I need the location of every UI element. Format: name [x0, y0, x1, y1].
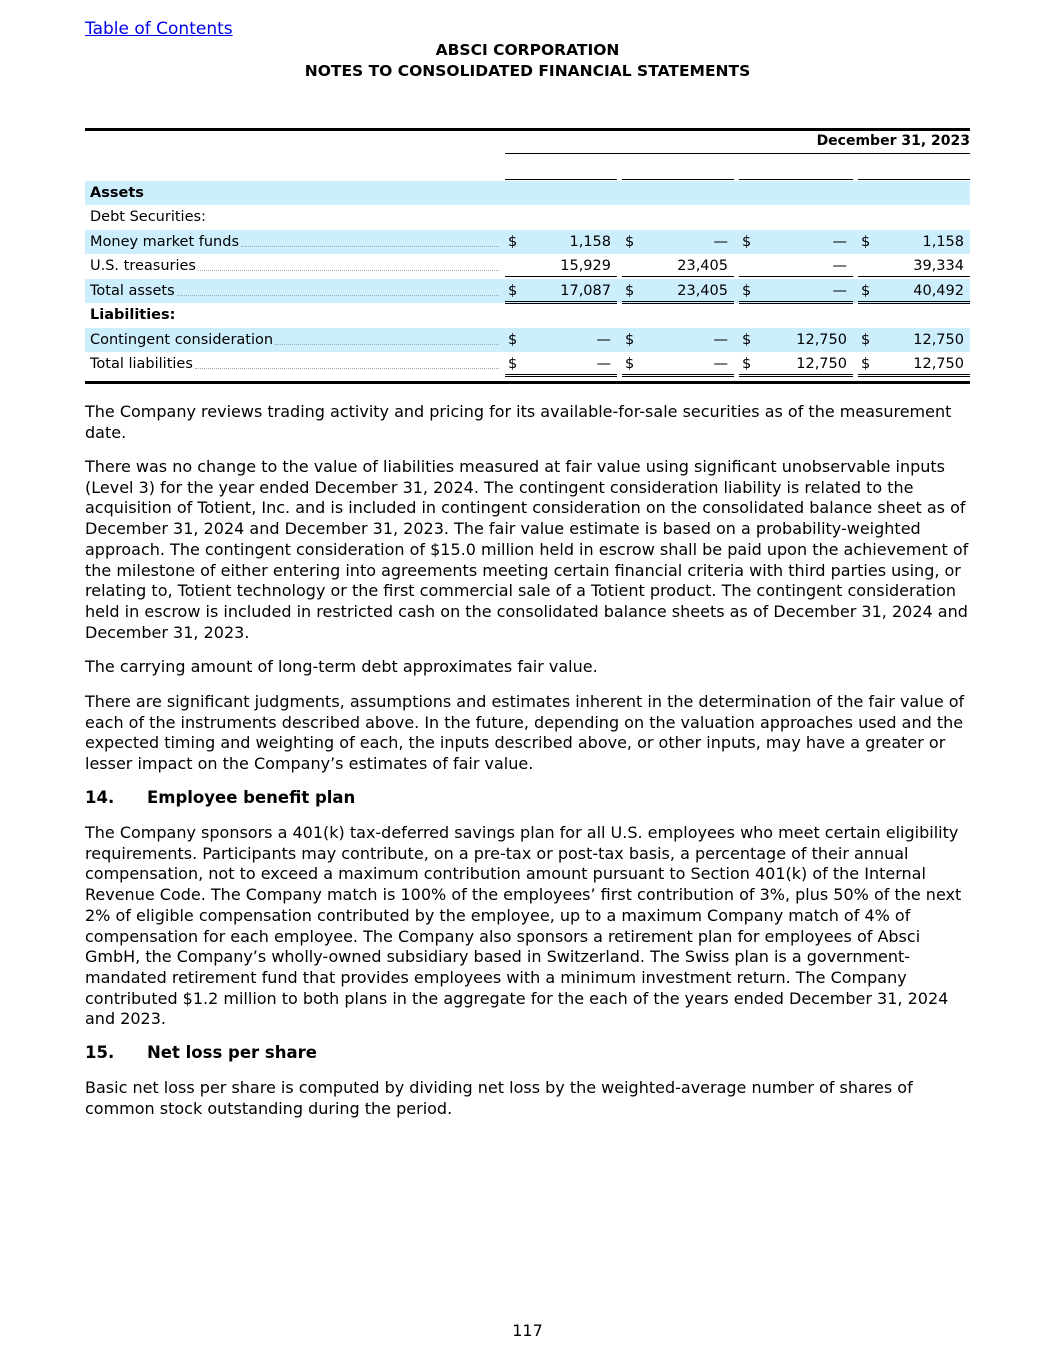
table-cell: [858, 234, 970, 252]
currency-symbol: $: [508, 234, 518, 250]
cell-value: 12,750: [913, 332, 964, 348]
cell-value: 23,405: [677, 258, 728, 274]
column-header-rule: [622, 179, 734, 180]
company-name: ABSCI CORPORATION: [435, 41, 620, 59]
table-cell: [505, 332, 617, 350]
table-top-rule: [85, 128, 970, 131]
table-row: [85, 181, 970, 205]
dot-leader: [177, 295, 499, 296]
cell-value: 12,750: [796, 356, 847, 372]
cell-value: 39,334: [913, 258, 964, 274]
currency-symbol: $: [625, 234, 635, 250]
cell-value: —: [596, 356, 611, 372]
page-number: 117: [512, 1321, 543, 1340]
section-heading-15: [85, 1043, 317, 1062]
table-row: [85, 205, 970, 229]
table-cell: [739, 356, 853, 377]
cell-value: —: [832, 283, 847, 299]
currency-symbol: $: [742, 234, 752, 250]
row-label: Total liabilities: [90, 356, 193, 372]
row-label: Contingent consideration: [90, 332, 274, 348]
paragraph-measurement-date: The Company reviews trading activity and pricing for its available-for-sale securities as of the measurement date.: [85, 402, 952, 442]
currency-symbol: $: [861, 234, 871, 250]
row-label: Assets: [90, 185, 144, 201]
table-cell: [505, 258, 617, 277]
cell-value: 1,158: [922, 234, 964, 250]
cell-value: —: [596, 332, 611, 348]
table-cell: [739, 332, 853, 350]
currency-symbol: $: [742, 283, 752, 299]
paragraph-contingent-consideration: There was no change to the value of liabilities measured at fair value using significant unobservable inputs (Level 3) for the year ended December 31, 2024. The contingent consideration liability is related to the acquisition of Totient, Inc. and is included in contingent consideration on the consolidated balance sheet as of December 31, 2024 and December 31, 2023. The fair value estimate is based on a probability-weighted approach. The contingent consideration of $15.0 million held in escrow shall be paid upon the achievement of the milestone of either entering into agreements meeting certain financial criteria with third parties using, or relating to, Totient technology or the first commercial sale of a Totient product. The contingent consideration held in escrow is included in restricted cash on the consolidated balance sheets as of December 31, 2024 and December 31, 2023.: [85, 457, 969, 642]
cell-value: 12,750: [796, 332, 847, 348]
table-cell: [739, 234, 853, 252]
table-cell: [739, 258, 853, 277]
row-label: Total assets: [90, 283, 175, 299]
table-cell: [858, 283, 970, 304]
paragraph-benefit-plan: The Company sponsors a 401(k) tax-deferred savings plan for all U.S. employees who meet certain eligibility requirements. Participants may contribute, on a pre-tax or post-tax basis, a percentage of their annual compensation, not to exceed a maximum contribution amount pursuant to Section 401(k) of the Internal Revenue Code. The Company match is 100% of the employees’ first contribution of 3%, plus 50% of the next 2% of eligible compensation contributed by the employee, up to a maximum Company match of 4% of compensation for each employee. The Company also sponsors a retirement plan for employees of Absci GmbH, the Company’s wholly-owned subsidiary based in Switzerland. The Swiss plan is a government-mandated retirement fund that provides employees with a minimum investment return. The Company contributed $1.2 million to both plans in the aggregate for the each of the years ended December 31, 2024 and 2023.: [85, 823, 962, 1029]
dot-leader: [195, 368, 499, 369]
paragraph-net-loss: Basic net loss per share is computed by dividing net loss by the weighted-average number of shares of common stock outstanding during the period.: [85, 1078, 913, 1118]
currency-symbol: $: [625, 283, 635, 299]
table-cell: [858, 258, 970, 277]
section-number: 14.: [85, 788, 115, 807]
table-row: [85, 352, 970, 376]
currency-symbol: $: [861, 332, 871, 348]
cell-value: —: [713, 234, 728, 250]
table-cell: [622, 332, 734, 350]
section-title: Net loss per share: [147, 1043, 317, 1062]
table-row: [85, 328, 970, 352]
paragraph-judgments: There are significant judgments, assumptions and estimates inherent in the determination of the fair value of each of the instruments described above. In the future, depending on the valuation approaches used and the expected timing and weighting of each, the inputs described above, or other inputs, may have a greater or lesser impact on the Company’s estimates of fair value.: [85, 692, 965, 774]
table-row: [85, 279, 970, 303]
row-label: U.S. treasuries: [90, 258, 196, 274]
cell-value: —: [832, 234, 847, 250]
table-cell: [505, 283, 617, 304]
table-row: [85, 303, 970, 327]
dot-leader: [198, 270, 499, 271]
currency-symbol: $: [742, 332, 752, 348]
period-header: December 31, 2023: [816, 133, 970, 149]
currency-symbol: $: [508, 332, 518, 348]
cell-value: 17,087: [560, 283, 611, 299]
table-cell: [622, 283, 734, 304]
row-label: Liabilities:: [90, 307, 176, 323]
section-title: Employee benefit plan: [147, 788, 356, 807]
table-row: [85, 230, 970, 254]
period-header-rule: [505, 153, 970, 154]
cell-value: —: [713, 332, 728, 348]
table-cell: [858, 332, 970, 350]
currency-symbol: $: [625, 332, 635, 348]
section-number: 15.: [85, 1043, 115, 1062]
currency-symbol: $: [861, 283, 871, 299]
page-title: NOTES TO CONSOLIDATED FINANCIAL STATEMENTS: [304, 62, 751, 80]
currency-symbol: $: [508, 356, 518, 372]
section-heading-14: [85, 788, 355, 807]
table-cell: [622, 234, 734, 252]
currency-symbol: $: [508, 283, 518, 299]
table-cell: [858, 356, 970, 377]
cell-value: 40,492: [913, 283, 964, 299]
cell-value: —: [713, 356, 728, 372]
cell-value: —: [832, 258, 847, 274]
table-row: [85, 254, 970, 278]
row-label: Debt Securities:: [90, 209, 206, 225]
paragraph-long-term-debt: The carrying amount of long-term debt approximates fair value.: [85, 657, 598, 676]
table-cell: [739, 283, 853, 304]
cell-value: 1,158: [569, 234, 611, 250]
table-of-contents-link[interactable]: Table of Contents: [85, 19, 233, 39]
table-cell: [622, 356, 734, 377]
cell-value: 23,405: [677, 283, 728, 299]
currency-symbol: $: [861, 356, 871, 372]
cell-value: 15,929: [560, 258, 611, 274]
row-label: Money market funds: [90, 234, 239, 250]
column-header-rule: [739, 179, 853, 180]
currency-symbol: $: [625, 356, 635, 372]
column-header-rule: [858, 179, 970, 180]
cell-value: 12,750: [913, 356, 964, 372]
currency-symbol: $: [742, 356, 752, 372]
table-bottom-rule: [85, 381, 970, 384]
dot-leader: [241, 246, 499, 247]
column-header-rule: [505, 179, 617, 180]
table-cell: [505, 356, 617, 377]
dot-leader: [275, 344, 499, 345]
table-cell: [622, 258, 734, 277]
table-cell: [505, 234, 617, 252]
